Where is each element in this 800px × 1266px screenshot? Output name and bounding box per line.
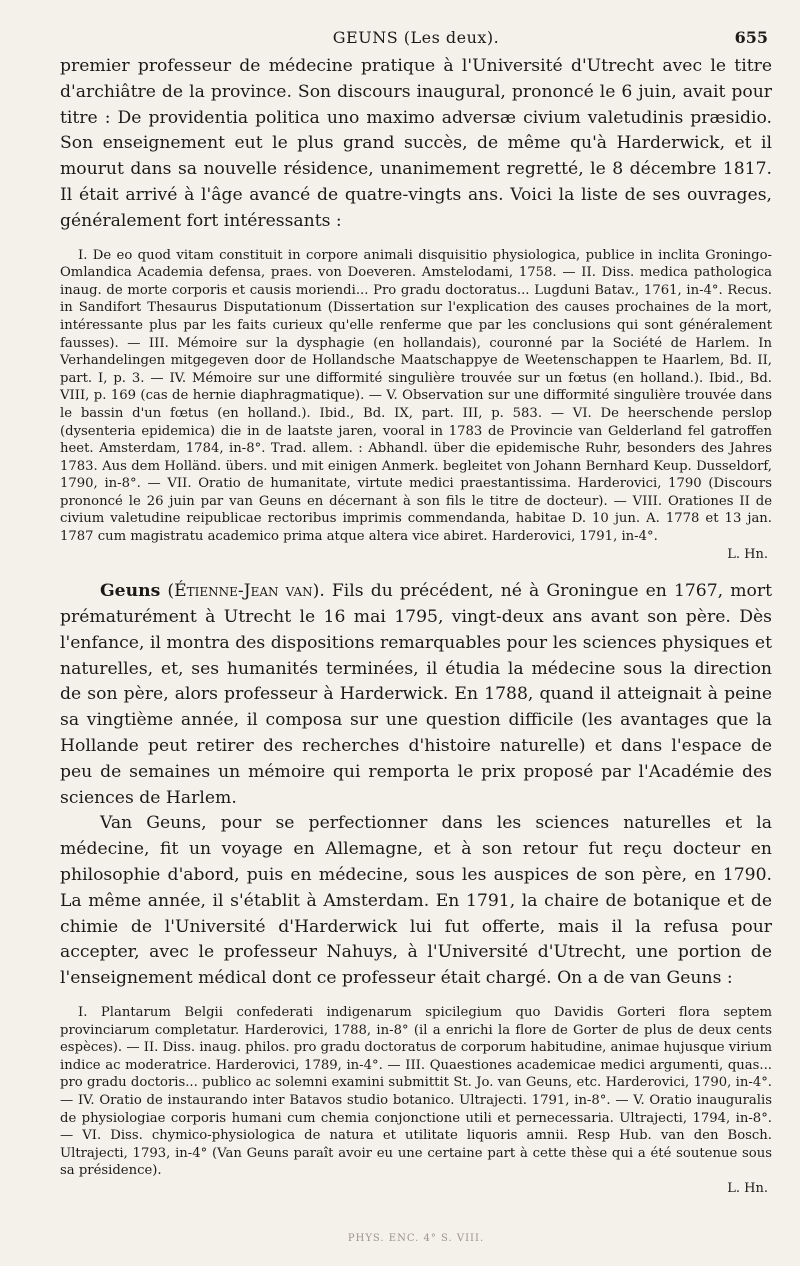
bibliography-2-text: I. Plantarum Belgii confederati indigenarum spicilegium quo Davidis Gorteri flora septem provinciarum completatur. Harderovici, 1788, in-8° (il a enrichi la flore de Gorter de plus de deux cents espèces). — II. Diss. inaug. philos. pro gradu doctoratus de corporum habitudine, animae hujusque virium indice ac moderatrice. Harderovici, 1789, in-4°. — III. Quaestiones academicae medici argumenti, quas... pro gradu doctoris... publico ac solemni examini submittit St. Jo. van Geuns, etc. Harderovici, 1790, in-4°. — IV. Oratio de instaurando inter Batavos studio botanico. Ultrajecti. 1791, in-8°. — V. Oratio inauguralis de physiologiae corporis humani cum chemia conjonctione utili et pernecessaria. Ultrajecti, 1794, in-8°. — VI. Diss. chymico-physiologica de natura et utilitate liquoris amnii. Resp Hub. van den Bosch. Ultrajecti, 1793, in-4° (Van Geuns paraît avoir eu une certaine part à cette thèse qui a été soutenue sous sa présidence).: [60, 1005, 772, 1179]
author-signature-2: L. Hn.: [727, 1180, 768, 1196]
bibliography-1-text: I. De eo quod vitam constituit in corpore animali disquisitio physiologica, publice in inclita Groningo-Omlandica Academia defensa, praes. von Doeveren. Amstelodami, 1758. — II. Diss. medica pathologica inaug. de morte corporis et causis moriendi... Pro gradu doctoratus... Lugduni Batav., 1761, in-4°. Recus. in Sandifort Thesaurus Disputationum (Dissertation sur l'explication des causes prochaines de la mort, intéressante plus par les faits curieux qu'elle renferme que par les conclusions qui sont généralement fausses). — III. Mémoire sur la dysphagie (en hollandais), couronné par la Société de Harlem. In Verhandelingen mitgegeven door de Hollandsche Maatschappye de Weetenschappen te Haarlem, Bd. II, part. I, p. 3. — IV. Mémoire sur une difformité singulière trouvée sur un fœtus (en holland.). Ibid., Bd. VIII, p. 169 (cas de hernie diaphragmatique). — V. Observation sur une difformité singulière trouvée dans le bassin d'un fœtus (en holland.). Ibid., Bd. IX, part. III, p. 583. — VI. De heerschende perslop (dysenteria epidemica) die in de laatste jaren, vooral in 1783 de Provincie van Gelderland fel gatroffen heet. Amsterdam, 1784, in-8°. Trad. allem. : Abhandl. über die epidemische Ruhr, besonders des Jahres 1783. Aus dem Holländ. übers. und mit einigen Anmerk. begleitet von Johann Bernhard Keup. Dusseldorf, 1790, in-8°. — VII. Oratio de humanitate, virtute medici praestantissima. Harderovici, 1790 (Discours prononcé le 26 juin par van Geuns en décernant à son fils le titre de docteur). — VIII. Orationes II de civium valetudine reipublicae rectoribus imprimis commendanda, habitae D. 10 jun. A. 1778 et 13 jan. 1787 cum magistratu academico prima atque altera vice abiret. Harderovici, 1791, in-4°.: [60, 247, 772, 545]
body-paragraph-3-text: Van Geuns, pour se perfectionner dans les sciences naturelles et la médecine, fit un voyage en Allemagne, et à son retour fut reçu docteur en philosophie d'abord, puis en médecine, sous les auspices de son père, en 1790. La même année, il s'établit à Amsterdam. En 1791, la chaire de botanique et de chimie de l'Université d'Harderwick lui fut offerte, mais il la refusa pour accepter, avec le professeur Nahuys, à l'Université d'Utrecht, une portion de l'enseignement médical dont ce professeur était chargé. On a de van Geuns :: [60, 813, 772, 989]
running-head-title: GEUNS (Les deux).: [332, 28, 500, 47]
page-number: 655: [734, 28, 768, 47]
bibliography-2: [60, 1004, 772, 1198]
author-signature-1: L. Hn.: [727, 546, 768, 562]
entry-paragraph: Geuns (Étienne-Jean van). Fils du précédent, né à Groningue en 1767, mort prématurément à Utrecht le 16 mai 1795, vingt-deux ans avant son père. Dès l'enfance, il montra des dispositions remarquables pour les sciences physiques et naturelles, et, ses humanités terminées, il étudia la médecine sous la direction de son père, alors professeur à Harderwick. En 1788, quand il atteignait à peine sa vingtième année, il composa sur une question difficile (les avantages que la Hollande peut retirer des recherches d'histoire naturelle) et dans l'espace de peu de semaines un mémoire qui remporta le prix proposé par l'Académie des sciences de Harlem.: [60, 581, 772, 808]
entry-text: Fils du précédent, né à Groningue en 1767, mort prématurément à Utrecht le 16 mai 1795, vingt-deux ans avant son père. Dès l'enfance, il montra des dispositions remarquables pour les sciences physiques et naturelles, et, ses humanités terminées, il étudia la médecine sous la direction de son père, alors professeur à Harderwick. En 1788, quand il atteignait à peine sa vingtième année, il composa sur une question difficile (les avantages que la Hollande peut retirer des recherches d'histoire naturelle) et dans l'espace de peu de semaines un mémoire qui remporta le prix proposé par l'Académie des sciences de Harlem.: [60, 581, 772, 808]
bibliography-1: [60, 247, 772, 564]
running-head: [60, 26, 772, 54]
faint-footer-line: PHYS. ENC. 4° S. VIII.: [347, 1233, 485, 1244]
entry-given-name: Étienne-Jean van: [174, 581, 313, 602]
body-paragraph-1: premier professeur de médecine pratique à l'Université d'Utrecht avec le titre d'archiâtre de la province. Son discours inaugural, prononcé le 6 juin, avait pour titre : De providentia politica uno maximo adversæ civium valetudinis præsidio. Son enseignement eut le plus grand succès, de même qu'à Harderwick, et il mourut dans sa nouvelle résidence, unanimement regretté, le 8 décembre 1817. Il était arrivé à l'âge avancé de quatre-vingts ans. Voici la liste de ses ouvrages, généralement fort intéressants :: [60, 56, 772, 231]
entry-headword: Geuns: [100, 581, 161, 602]
body-paragraph-3: [60, 811, 772, 992]
